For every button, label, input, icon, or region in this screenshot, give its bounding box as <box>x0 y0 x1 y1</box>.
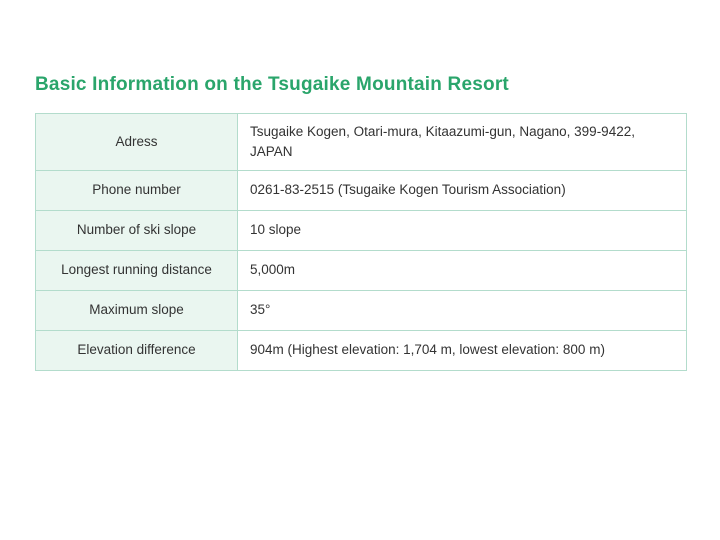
row-value: 35° <box>238 291 687 331</box>
table-row <box>36 114 687 171</box>
row-label: Maximum slope <box>36 291 238 331</box>
table-row <box>36 291 687 331</box>
table-row <box>36 251 687 291</box>
table-row <box>36 171 687 211</box>
row-value: Tsugaike Kogen, Otari-mura, Kitaazumi-gun, Nagano, 399-9422, JAPAN <box>238 114 687 171</box>
row-value: 10 slope <box>238 211 687 251</box>
table-row <box>36 211 687 251</box>
row-value: 0261-83-2515 (Tsugaike Kogen Tourism Association) <box>238 171 687 211</box>
row-value: 5,000m <box>238 251 687 291</box>
row-label: Number of ski slope <box>36 211 238 251</box>
row-label: Elevation difference <box>36 331 238 371</box>
page-title: Basic Information on the Tsugaike Mountain Resort <box>35 74 509 95</box>
row-label: Adress <box>36 114 238 171</box>
row-label: Longest running distance <box>36 251 238 291</box>
row-label: Phone number <box>36 171 238 211</box>
row-value: 904m (Highest elevation: 1,704 m, lowest elevation: 800 m) <box>238 331 687 371</box>
table-row <box>36 331 687 371</box>
resort-info-table <box>35 113 687 371</box>
